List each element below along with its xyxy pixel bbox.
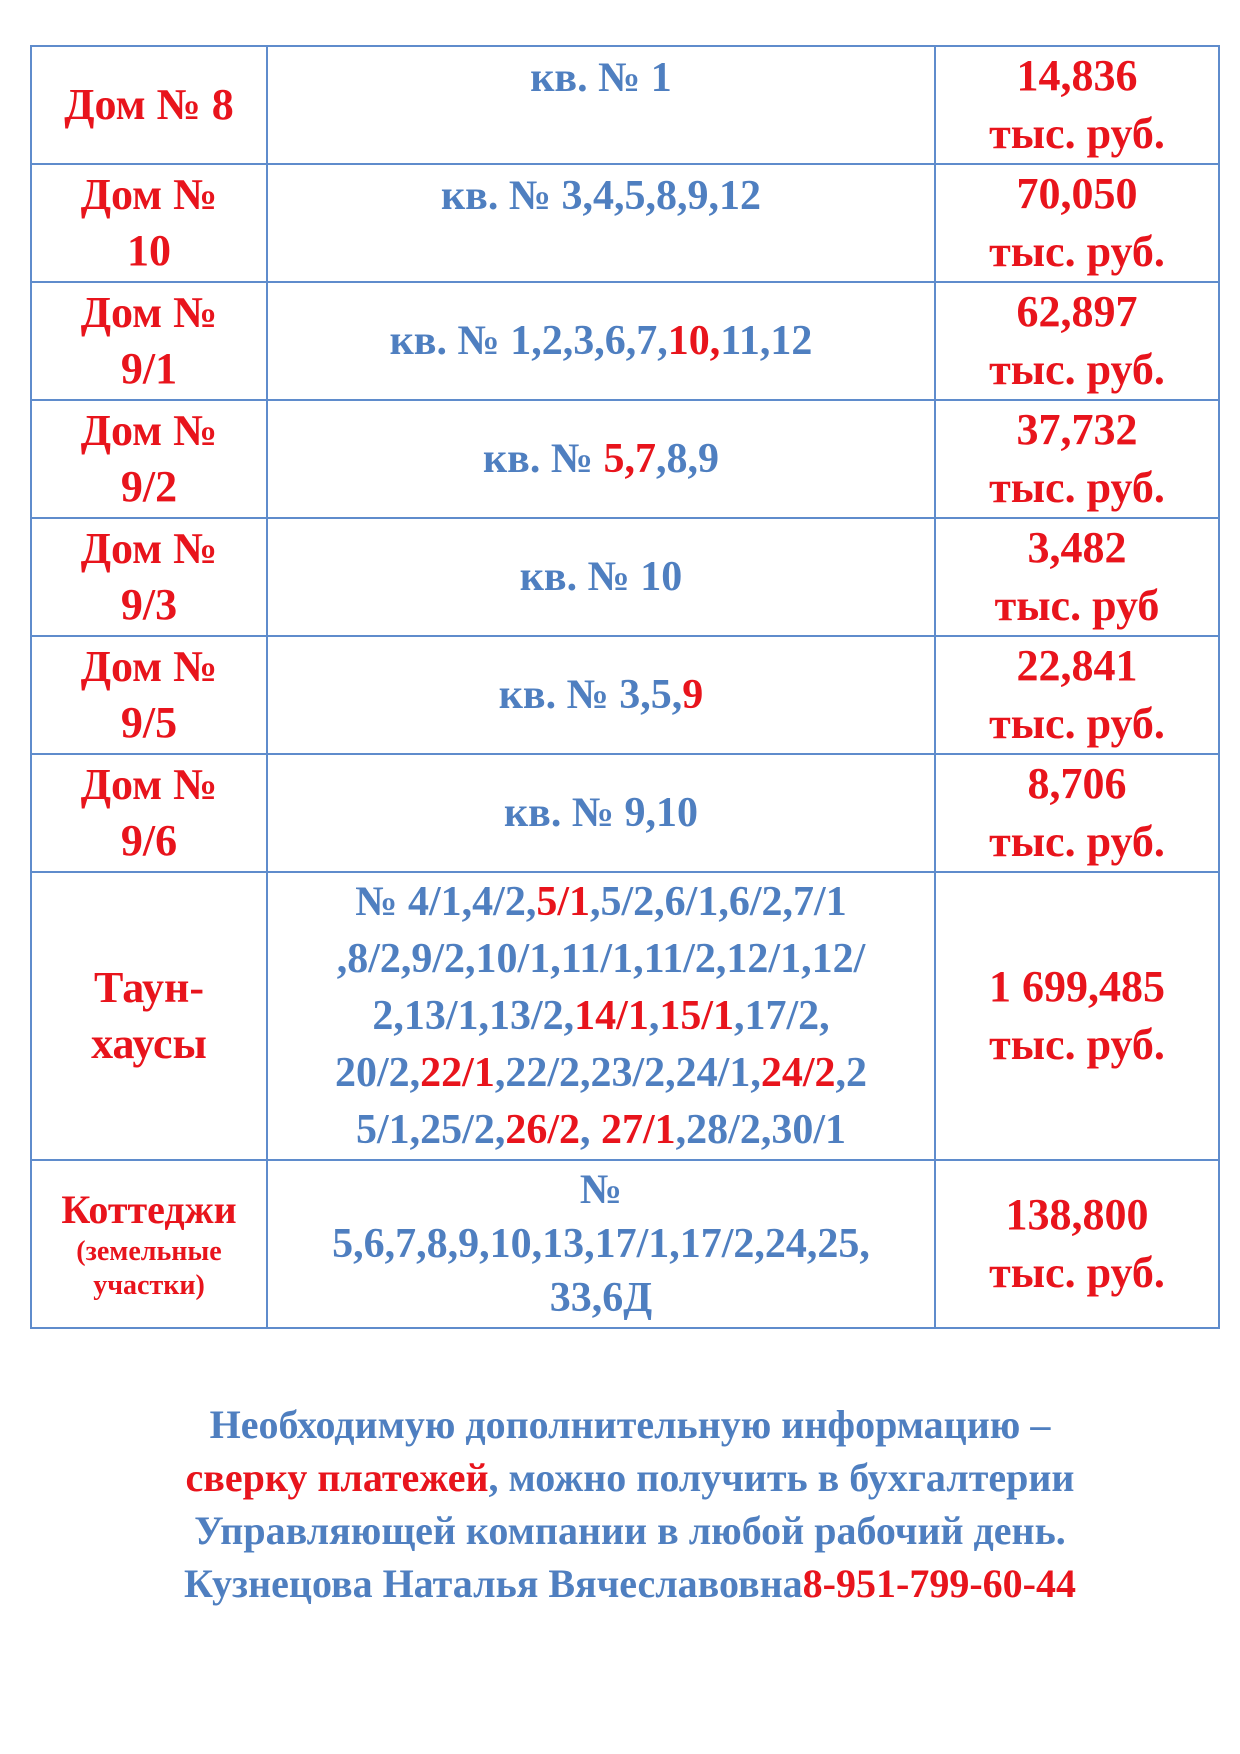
flats-cell [267,46,935,164]
footer-highlight: сверку платежей [185,1455,489,1500]
flats-line-3: 33,6Д [549,1275,653,1321]
flats-highlight: 14/1 [574,992,649,1039]
table-row [31,518,1219,636]
flats-highlight: 9 [682,672,704,718]
flats-list: кв. № 9,10 [503,790,699,836]
flats-cell [267,518,935,636]
house-number: 9/6 [120,816,178,865]
amount-value: 14,836 [1016,51,1138,100]
amount-value: 3,482 [1027,523,1127,572]
flats-list-rest: 11,12 [720,318,813,364]
house-number: 9/3 [120,580,178,629]
amount-unit: тыс. руб. [989,227,1165,276]
house-number: 9/2 [120,462,178,511]
house-cell [31,518,267,636]
flats-list: кв. № 10 [519,554,683,600]
table-row [31,754,1219,872]
house-cell [31,164,267,282]
amount-unit: тыс. руб. [989,699,1165,748]
amount-cell [935,46,1219,164]
house-cell [31,282,267,400]
table-row-cottages [31,1160,1219,1328]
house-label: Дом № [80,760,218,809]
amount-unit: тыс. руб. [989,109,1165,158]
house-number: 9/1 [120,344,178,393]
flats-line-5: 5/1,25/2,26/2, 27/1,28/2,30/1 [355,1106,847,1153]
amount-value: 37,732 [1016,405,1138,454]
flats-highlight: 24/2 [760,1049,836,1096]
flats-line-2: ,8/2,9/2,10/1,11/1,11/2,12/1,12/ [336,935,866,982]
amount-value: 70,050 [1016,169,1138,218]
table-row [31,46,1219,164]
amount-cell [935,1160,1219,1328]
amount-value: 62,897 [1016,287,1138,336]
house-number: 9/5 [120,698,178,747]
amount-cell [935,518,1219,636]
house-number: 10 [127,226,171,275]
flats-line-2: 5,6,7,8,9,10,13,17/1,17/2,24,25, [332,1221,870,1267]
flats-list-rest: ,8,9 [656,436,720,482]
flats-cell [267,636,935,754]
house-label: Дом № [80,642,218,691]
amount-value: 138,800 [1005,1190,1149,1239]
amount-cell [935,636,1219,754]
house-cell [31,400,267,518]
house-cell [31,754,267,872]
amount-unit: тыс. руб. [989,1020,1165,1069]
flats-cell [267,400,935,518]
footer-line-4 [0,1557,1240,1610]
table-row [31,400,1219,518]
house-label: Коттеджи [61,1187,237,1232]
house-cell [31,46,267,164]
flats-cell [267,872,935,1160]
amount-value: 1 699,485 [989,962,1165,1011]
flats-highlight: 27/1 [601,1106,676,1153]
flats-highlight: 15/1 [659,992,734,1039]
flats-list: кв. № [482,436,604,482]
flats-highlight: 5,7 [603,436,657,482]
amount-value: 8,706 [1027,759,1127,808]
house-cell [31,1160,267,1328]
table-row-townhouses [31,872,1219,1160]
flats-line-3: 2,13/1,13/2,14/1,15/1,17/2, [372,992,830,1039]
flats-line-1: № 4/1,4/2,5/1,5/2,6/1,6/2,7/1 [355,878,847,925]
table-row [31,164,1219,282]
flats-highlight: 10, [667,318,721,364]
flats-highlight: 5/1 [536,878,591,925]
house-cell [31,636,267,754]
house-label: Дом № [80,288,218,337]
amount-cell [935,400,1219,518]
table-row [31,636,1219,754]
footer-line-3: Управляющей компании в любой рабочий день. [194,1508,1066,1553]
footer-note [0,1398,1240,1610]
house-label: Дом № 8 [64,80,234,129]
flats-cell [267,1160,935,1328]
amount-cell [935,754,1219,872]
flats-list: кв. № 1,2,3,6,7, [389,318,668,364]
flats-list: кв. № 1 [530,55,672,101]
flats-cell [267,754,935,872]
contact-name: Кузнецова Наталья Вячеславовна [184,1561,803,1606]
table-row [31,282,1219,400]
flats-list: кв. № 3,5, [498,672,683,718]
house-label-2: хаусы [91,1019,207,1068]
flats-cell [267,164,935,282]
contact-phone: 8-951-799-60-44 [802,1561,1076,1606]
flats-highlight: 26/2 [505,1106,580,1153]
amount-unit: тыс. руб. [989,1248,1165,1297]
amount-value: 22,841 [1016,641,1138,690]
house-cell [31,872,267,1160]
footer-line-1: Необходимую дополнительную информацию – [209,1402,1051,1447]
house-label: Дом № [80,170,218,219]
flats-line-1: № [579,1167,623,1213]
debt-table [30,45,1220,1329]
house-label: Дом № [80,406,218,455]
flats-cell [267,282,935,400]
amount-cell [935,872,1219,1160]
amount-unit: тыс. руб. [989,817,1165,866]
house-label: Таун- [93,963,205,1012]
flats-highlight: 22/1 [420,1049,495,1096]
house-label: Дом № [80,524,218,573]
house-sublabel-2: участки) [93,1270,205,1301]
house-sublabel: (земельные [76,1236,222,1267]
footer-line-2: сверку платежей, можно получить в бухгалтерии [185,1455,1075,1500]
flats-list: кв. № 3,4,5,8,9,12 [440,173,762,219]
amount-unit: тыс. руб. [989,345,1165,394]
amount-unit: тыс. руб. [989,463,1165,512]
amount-cell [935,282,1219,400]
amount-unit: тыс. руб [994,581,1160,630]
amount-cell [935,164,1219,282]
flats-line-4: 20/2,22/1,22/2,23/2,24/1,24/2,2 [334,1049,868,1096]
